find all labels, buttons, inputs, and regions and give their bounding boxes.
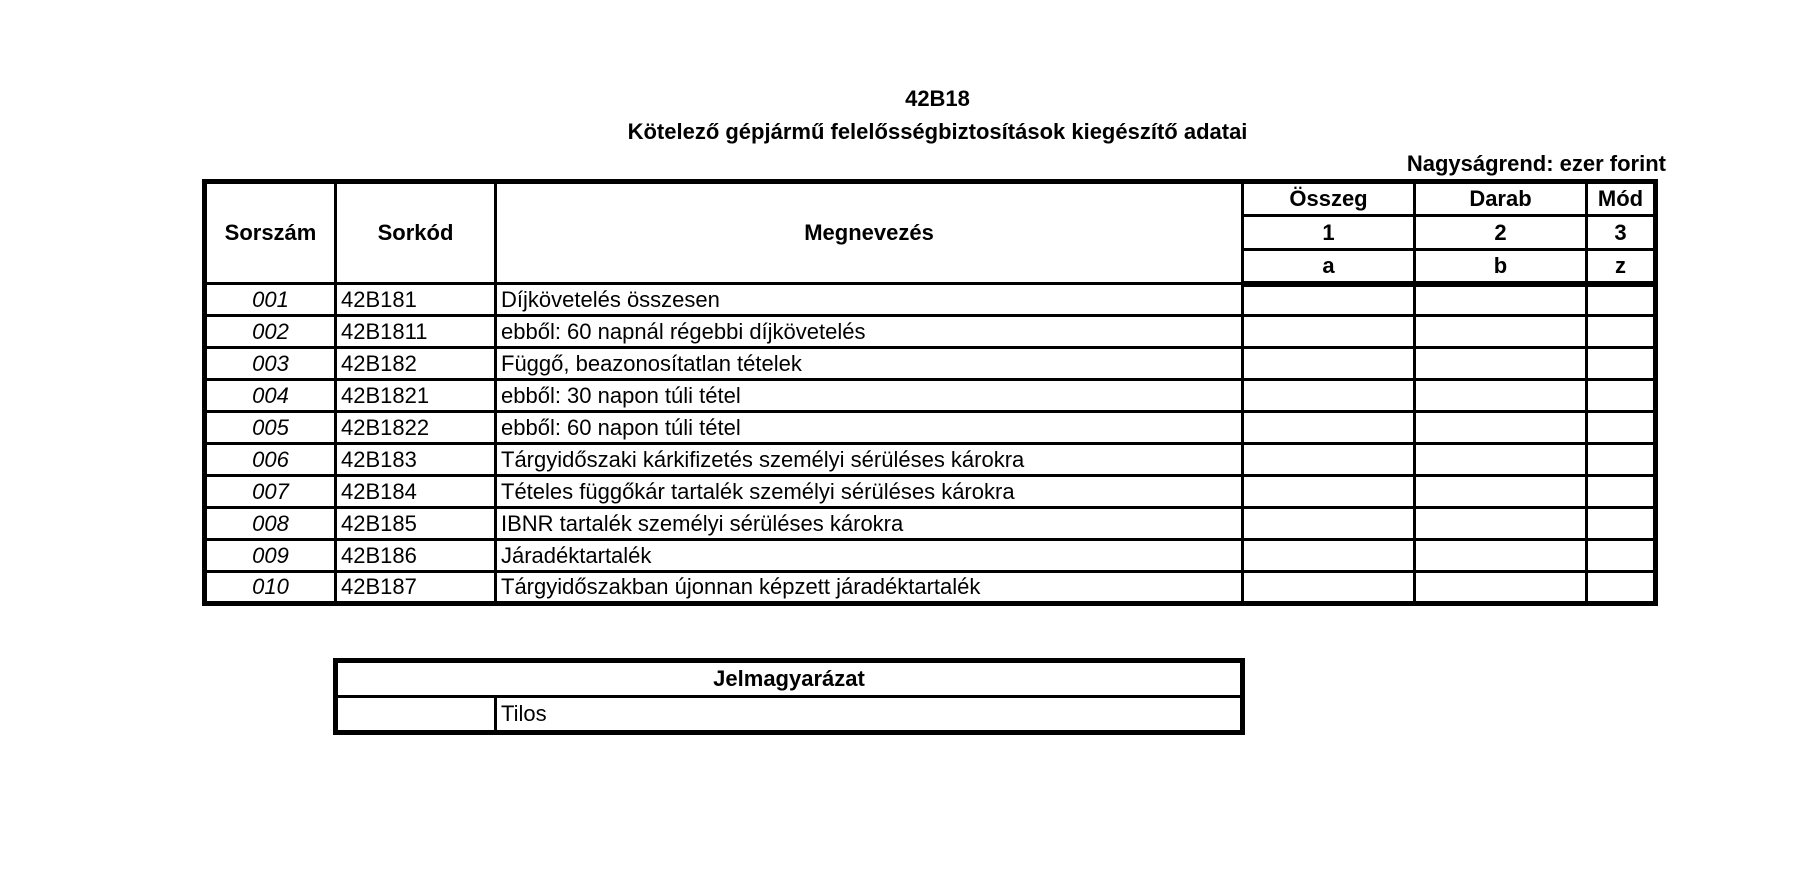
row-name: Díjkövetelés összesen <box>496 284 1243 316</box>
col-header-darab: Darab <box>1415 182 1587 216</box>
unit-label: Nagyságrend: ezer forint <box>1406 151 1666 176</box>
cell-mod[interactable] <box>1587 476 1656 508</box>
col-letter-mod: z <box>1587 250 1656 284</box>
cell-osszeg[interactable] <box>1243 476 1415 508</box>
col-header-megnevezes: Megnevezés <box>496 182 1243 284</box>
col-header-osszeg: Összeg <box>1243 182 1415 216</box>
row-number: 009 <box>205 540 336 572</box>
cell-mod[interactable] <box>1587 316 1656 348</box>
col-number-darab: 2 <box>1415 216 1587 250</box>
row-name: Függő, beazonosítatlan tételek <box>496 348 1243 380</box>
cell-mod[interactable] <box>1587 348 1656 380</box>
table-row <box>205 284 1656 316</box>
cell-osszeg[interactable] <box>1243 348 1415 380</box>
row-code: 42B185 <box>336 508 496 540</box>
form-code: 42B18 <box>905 86 970 111</box>
header-row-1 <box>205 182 1656 216</box>
col-header-mod: Mód <box>1587 182 1656 216</box>
row-code: 42B1811 <box>336 316 496 348</box>
cell-mod[interactable] <box>1587 380 1656 412</box>
row-number: 001 <box>205 284 336 316</box>
cell-mod[interactable] <box>1587 412 1656 444</box>
cell-darab[interactable] <box>1415 476 1587 508</box>
row-name: Tárgyidőszaki kárkifizetés személyi sérüléses károkra <box>496 444 1243 476</box>
col-number-osszeg: 1 <box>1243 216 1415 250</box>
row-number: 002 <box>205 316 336 348</box>
cell-mod[interactable] <box>1587 572 1656 604</box>
cell-darab[interactable] <box>1415 540 1587 572</box>
cell-osszeg[interactable] <box>1243 380 1415 412</box>
cell-darab[interactable] <box>1415 348 1587 380</box>
cell-darab[interactable] <box>1415 284 1587 316</box>
row-code: 42B1821 <box>336 380 496 412</box>
row-code: 42B1822 <box>336 412 496 444</box>
row-code: 42B183 <box>336 444 496 476</box>
row-name: Tárgyidőszakban újonnan képzett járadéktartalék <box>496 572 1243 604</box>
cell-darab[interactable] <box>1415 508 1587 540</box>
col-number-mod: 3 <box>1587 216 1656 250</box>
cell-darab[interactable] <box>1415 380 1587 412</box>
row-name: ebből: 30 napon túli tétel <box>496 380 1243 412</box>
cell-darab[interactable] <box>1415 444 1587 476</box>
row-name: IBNR tartalék személyi sérüléses károkra <box>496 508 1243 540</box>
data-table <box>202 179 1658 606</box>
col-header-sorkod: Sorkód <box>336 182 496 284</box>
legend-table <box>333 658 1245 735</box>
row-name: ebből: 60 napnál régebbi díjkövetelés <box>496 316 1243 348</box>
row-code: 42B182 <box>336 348 496 380</box>
cell-mod[interactable] <box>1587 540 1656 572</box>
row-number: 007 <box>205 476 336 508</box>
form-title: Kötelező gépjármű felelősségbiztosítások kiegészítő adatai <box>627 119 1248 144</box>
row-name: Járadéktartalék <box>496 540 1243 572</box>
table-row <box>205 380 1656 412</box>
cell-mod[interactable] <box>1587 444 1656 476</box>
cell-osszeg[interactable] <box>1243 284 1415 316</box>
table-row <box>205 348 1656 380</box>
legend-swatch <box>336 697 496 733</box>
row-name: ebből: 60 napon túli tétel <box>496 412 1243 444</box>
cell-osszeg[interactable] <box>1243 444 1415 476</box>
table-row <box>205 508 1656 540</box>
row-name: Tételes függőkár tartalék személyi sérüléses károkra <box>496 476 1243 508</box>
row-number: 006 <box>205 444 336 476</box>
cell-osszeg[interactable] <box>1243 316 1415 348</box>
row-code: 42B181 <box>336 284 496 316</box>
cell-darab[interactable] <box>1415 572 1587 604</box>
col-header-sorszam: Sorszám <box>205 182 336 284</box>
row-number: 010 <box>205 572 336 604</box>
cell-mod[interactable] <box>1587 284 1656 316</box>
col-letter-osszeg: a <box>1243 250 1415 284</box>
row-code: 42B184 <box>336 476 496 508</box>
table-row <box>205 572 1656 604</box>
cell-mod[interactable] <box>1587 508 1656 540</box>
cell-darab[interactable] <box>1415 412 1587 444</box>
legend-title: Jelmagyarázat <box>336 661 1243 697</box>
row-number: 003 <box>205 348 336 380</box>
legend-row <box>336 697 1243 733</box>
table-row <box>205 412 1656 444</box>
row-number: 004 <box>205 380 336 412</box>
table-row <box>205 540 1656 572</box>
row-number: 005 <box>205 412 336 444</box>
table-row <box>205 444 1656 476</box>
row-number: 008 <box>205 508 336 540</box>
legend-header-row <box>336 661 1243 697</box>
row-code: 42B187 <box>336 572 496 604</box>
cell-osszeg[interactable] <box>1243 508 1415 540</box>
table-row <box>205 476 1656 508</box>
col-letter-darab: b <box>1415 250 1587 284</box>
table-row <box>205 316 1656 348</box>
legend-label: Tilos <box>496 697 1243 733</box>
cell-darab[interactable] <box>1415 316 1587 348</box>
row-code: 42B186 <box>336 540 496 572</box>
cell-osszeg[interactable] <box>1243 540 1415 572</box>
cell-osszeg[interactable] <box>1243 412 1415 444</box>
cell-osszeg[interactable] <box>1243 572 1415 604</box>
